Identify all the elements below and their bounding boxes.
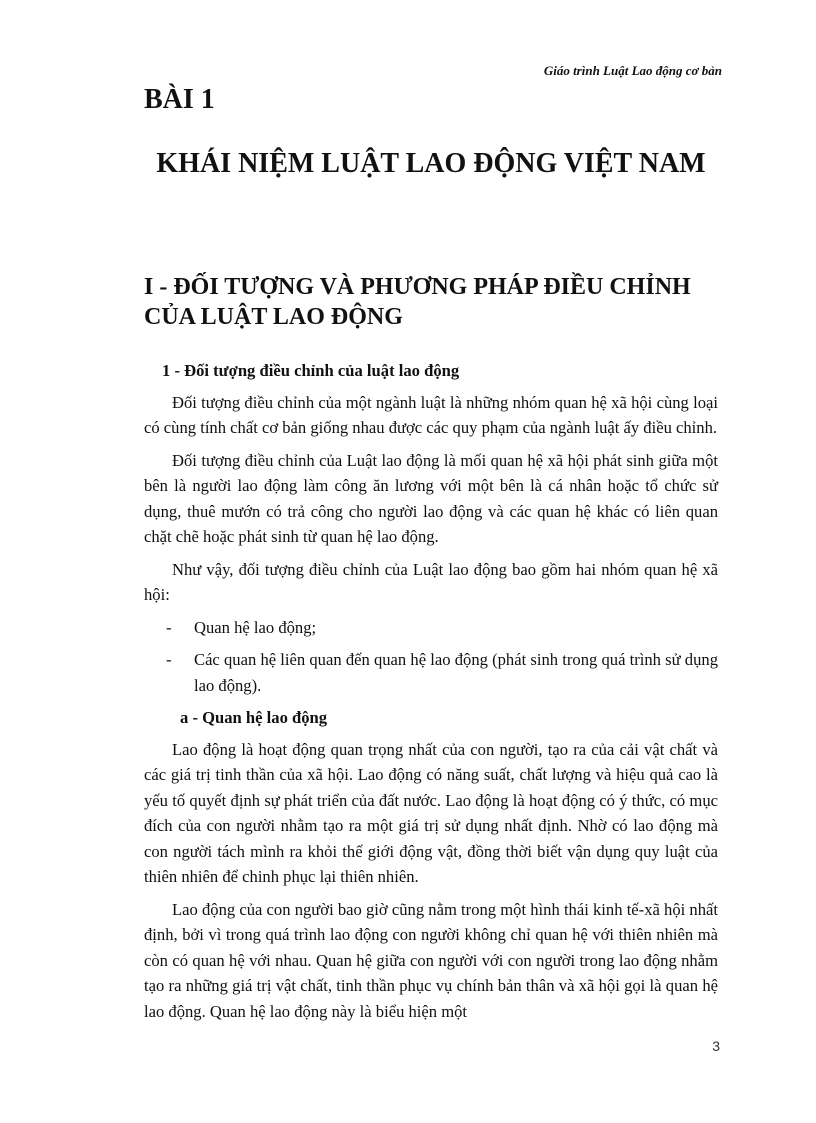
list-item-text: Quan hệ lao động; xyxy=(194,617,317,637)
subsection-heading: a - Quan hệ lao động xyxy=(180,708,328,727)
paragraph: Lao động là hoạt động quan trọng nhất của con người, tạo ra của cải vật chất và các giá trị tinh thần của xã hội. Lao động có năng suất, chất lượng và hiệu quả cao là yếu tố quyết định sự phát triển của đất nước. Lao động là hoạt động có ý thức, có mục đích của con người nhằm tạo ra một giá trị sử dụng nhất định. Nhờ có lao động mà con người tách mình ra khỏi thế giới động vật, đồng thời biết vận dụng quy luật của thiên nhiên để chinh phục lại thiên nhiên. xyxy=(144,739,718,886)
subsection-heading: 1 - Đối tượng điều chỉnh của luật lao động xyxy=(162,361,460,380)
paragraph: Đối tượng điều chỉnh của Luật lao động là mối quan hệ xã hội phát sinh giữa một bên là người lao động làm công ăn lương với một bên là cá nhân hoặc tổ chức sử dụng, thuê mướn có trả công cho người lao động và các quan hệ khác có liên quan chặt chẽ hoặc phát sinh từ quan hệ lao động. xyxy=(144,450,718,546)
list-item xyxy=(144,647,718,698)
bullet-dash: - xyxy=(166,650,172,669)
paragraph: Đối tượng điều chỉnh của một ngành luật là những nhóm quan hệ xã hội cùng loại có cùng tính chất cơ bản giống nhau được các quy phạm của ngành luật ấy điều chỉnh. xyxy=(144,392,718,437)
list-item xyxy=(144,615,718,641)
page-number: 3 xyxy=(712,1038,720,1054)
bullet-dash: - xyxy=(166,617,172,637)
body-content xyxy=(144,358,718,1031)
paragraph: Lao động của con người bao giờ cũng nằm trong một hình thái kinh tế-xã hội nhất định, bởi vì trong quá trình lao động con người không chỉ quan hệ với thiên nhiên mà còn có quan hệ với nhau. Quan hệ giữa con người với con người trong lao động nhằm tạo ra những giá trị vật chất, tinh thần phục vụ chính bản thân và xã hội gọi là quan hệ lao động. Quan hệ lao động này là biểu hiện một xyxy=(144,899,718,1021)
lesson-label: BÀI 1 xyxy=(144,84,215,115)
paragraph: Như vậy, đối tượng điều chỉnh của Luật lao động bao gồm hai nhóm quan hệ xã hội: xyxy=(144,559,718,604)
section-heading: I - ĐỐI TƯỢNG VÀ PHƯƠNG PHÁP ĐIỀU CHỈNH CỦA LUẬT LAO ĐỘNG xyxy=(144,274,691,330)
running-header: Giáo trình Luật Lao động cơ bản xyxy=(543,63,722,78)
bullet-list xyxy=(144,615,718,699)
list-item-text: Các quan hệ liên quan đến quan hệ lao động (phát sinh trong quá trình sử dụng lao động). xyxy=(194,650,718,695)
main-title: KHÁI NIỆM LUẬT LAO ĐỘNG VIỆT NAM xyxy=(156,148,706,179)
